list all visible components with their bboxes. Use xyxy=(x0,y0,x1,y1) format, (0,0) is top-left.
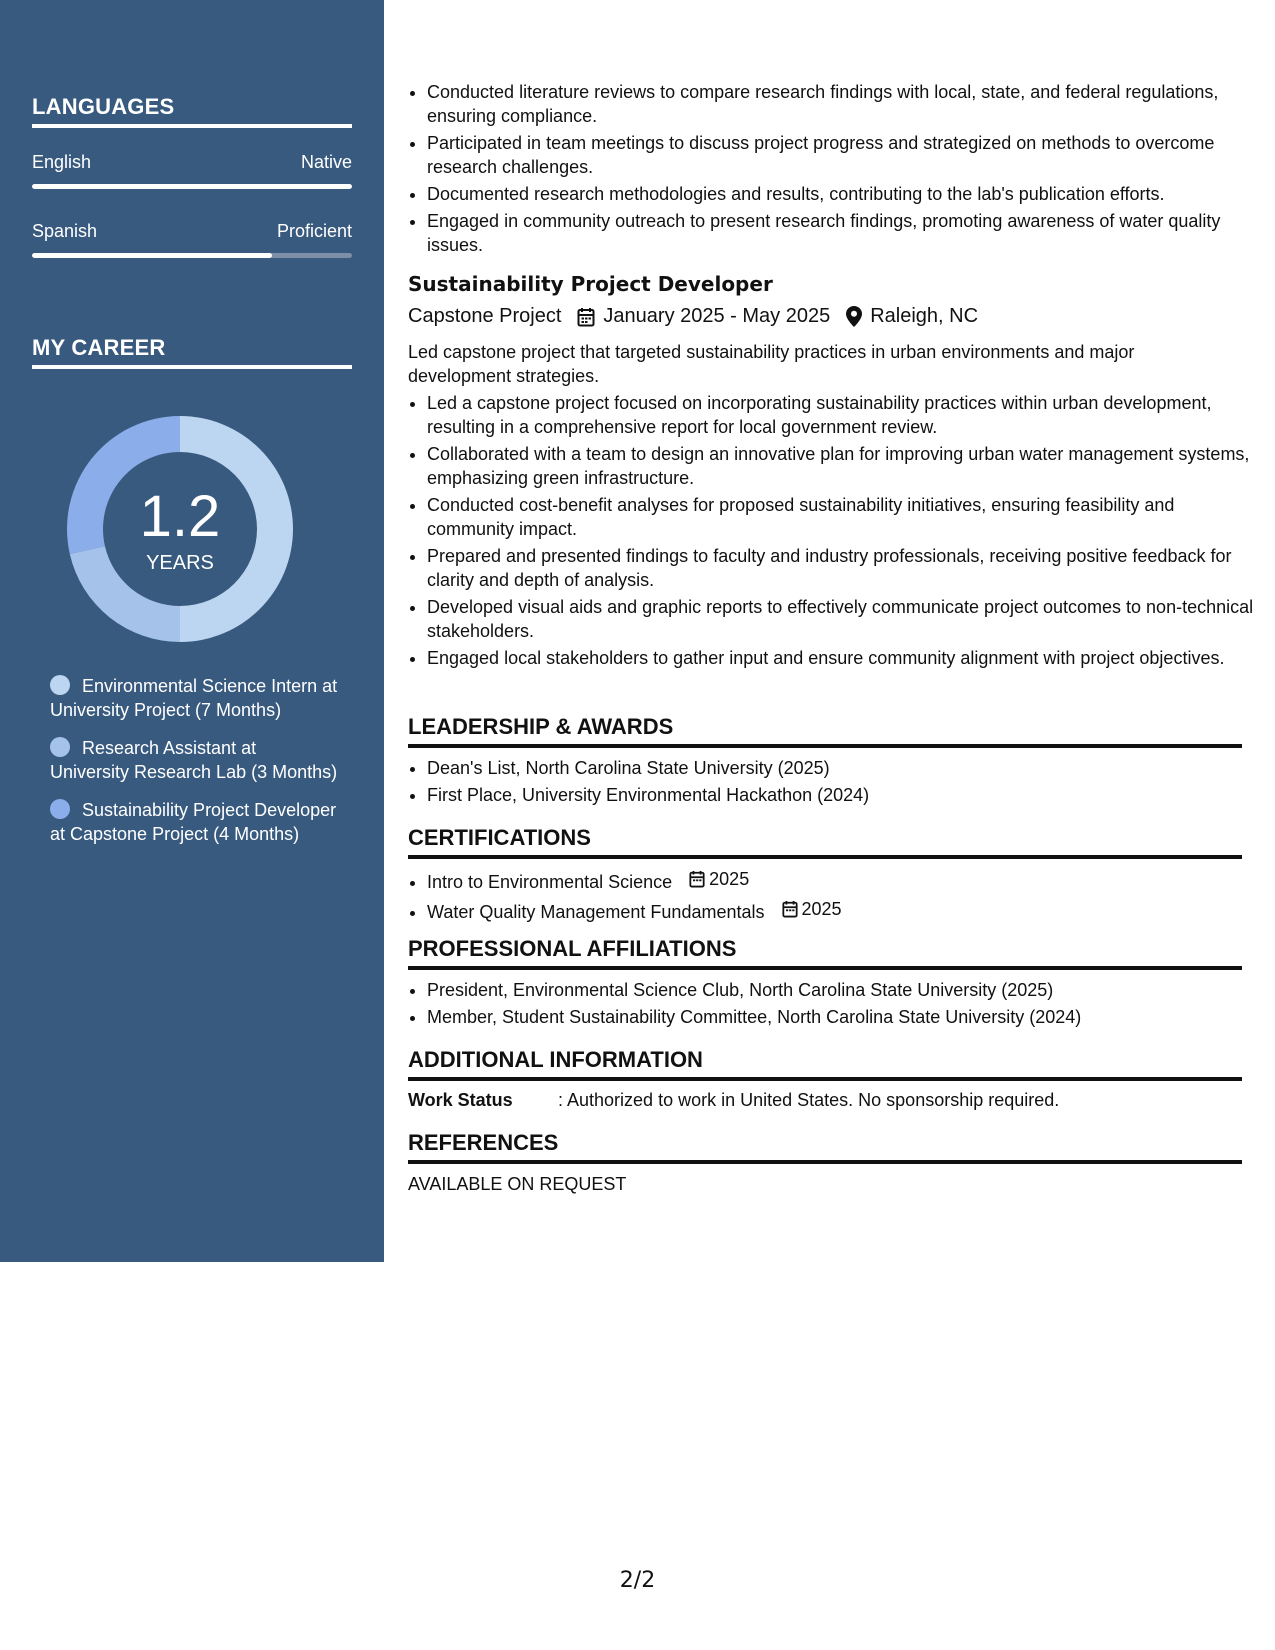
job-meta xyxy=(408,305,978,328)
career-legend-dot xyxy=(50,737,70,757)
work-status-value: : Authorized to work in United States. No sponsorship required. xyxy=(558,1090,1060,1110)
language-proficiency-fill xyxy=(32,184,352,189)
certification-year: 2025 xyxy=(801,899,842,919)
location-pin-icon xyxy=(846,306,862,327)
certifications-list xyxy=(408,867,1261,927)
certification-name: Intro to Environmental Science xyxy=(427,872,673,892)
list-item: • Led a capstone project focused on incorporating sustainability practices within urban development, resulting in a comprehensive report for local government review. xyxy=(427,391,1261,439)
career-item xyxy=(50,674,340,722)
career-item xyxy=(50,798,340,846)
language-row xyxy=(32,152,352,173)
calendar-icon xyxy=(577,307,595,327)
career-legend-dot xyxy=(50,799,70,819)
language-proficiency-fill xyxy=(32,253,272,258)
career-item xyxy=(50,736,340,784)
certification-name: Water Quality Management Fundamentals xyxy=(427,902,765,922)
list-item: • Member, Student Sustainability Committee, North Carolina State University (2024) xyxy=(427,1005,1261,1029)
job-location: Raleigh, NC xyxy=(870,305,979,327)
job-summary: Led capstone project that targeted sustainability practices in urban environments and major development strategies. xyxy=(408,342,1135,386)
list-item: • Engaged local stakeholders to gather input and ensure community alignment with project objectives. xyxy=(427,646,1261,670)
list-item: • Engaged in community outreach to present research findings, promoting awareness of water quality issues. xyxy=(427,209,1261,257)
career-donut-chart xyxy=(67,416,293,642)
list-item: • Prepared and presented findings to faculty and industry professionals, receiving positive feedback for clarity and depth of analysis. xyxy=(427,544,1261,592)
career-total-value: 1.2 xyxy=(139,483,221,549)
page-number: 2/2 xyxy=(619,1568,656,1593)
calendar-icon xyxy=(689,870,705,888)
work-status-row xyxy=(408,1090,1242,1111)
references-text: AVAILABLE ON REQUEST xyxy=(408,1174,627,1194)
career-item-text: Environmental Science Intern at University Project (7 Months) xyxy=(50,676,338,720)
career-list xyxy=(50,674,340,860)
references-heading: REFERENCES xyxy=(408,1130,1242,1164)
job-bullets xyxy=(408,391,1261,673)
work-status-label: Work Status xyxy=(408,1090,513,1110)
previous-job-bullets xyxy=(408,80,1261,260)
career-item-text: Research Assistant at University Research Lab (3 Months) xyxy=(50,738,338,782)
language-proficiency-bar xyxy=(32,184,352,189)
career-heading: MY CAREER xyxy=(32,335,352,369)
list-item: • Participated in team meetings to discuss project progress and strategized on methods to overcome research challenges. xyxy=(427,131,1261,179)
career-total-unit: YEARS xyxy=(146,551,214,574)
list-item: • Documented research methodologies and results, contributing to the lab's publication efforts. xyxy=(427,182,1261,206)
job-company: Capstone Project xyxy=(408,305,562,327)
language-name: English xyxy=(32,152,92,172)
language-row xyxy=(32,221,352,242)
affiliations-list xyxy=(408,978,1261,1032)
list-item xyxy=(427,897,1261,924)
career-item-text: Sustainability Project Developer at Capstone Project (4 Months) xyxy=(50,800,337,844)
certification-date xyxy=(689,867,749,891)
language-level: Native xyxy=(300,152,352,172)
list-item: • Conducted cost-benefit analyses for proposed sustainability initiatives, ensuring feasibility and community impact. xyxy=(427,493,1261,541)
certification-year: 2025 xyxy=(709,869,750,889)
language-proficiency-bar xyxy=(32,253,352,258)
leadership-heading: LEADERSHIP & AWARDS xyxy=(408,714,1242,748)
list-item: • Developed visual aids and graphic reports to effectively communicate project outcomes to non-technical stakeholders. xyxy=(427,595,1261,643)
calendar-icon xyxy=(782,900,798,918)
list-item: • Dean's List, North Carolina State University (2025) xyxy=(427,756,1261,780)
leadership-list xyxy=(408,756,1261,810)
language-level: Proficient xyxy=(276,221,352,241)
languages-heading: LANGUAGES xyxy=(32,94,352,128)
career-donut-center xyxy=(67,416,293,642)
certification-date xyxy=(782,897,842,921)
job-dates: January 2025 - May 2025 xyxy=(603,305,831,327)
list-item: • First Place, University Environmental Hackathon (2024) xyxy=(427,783,1261,807)
job-title: Sustainability Project Developer xyxy=(408,272,773,296)
list-item: • Conducted literature reviews to compare research findings with local, state, and federal regulations, ensuring compliance. xyxy=(427,80,1261,128)
affiliations-heading: PROFESSIONAL AFFILIATIONS xyxy=(408,936,1242,970)
sidebar xyxy=(0,0,384,1262)
language-name: Spanish xyxy=(32,221,98,241)
certifications-heading: CERTIFICATIONS xyxy=(408,825,1242,859)
career-legend-dot xyxy=(50,675,70,695)
list-item xyxy=(427,867,1261,894)
list-item: • President, Environmental Science Club, North Carolina State University (2025) xyxy=(427,978,1261,1002)
additional-info-heading: ADDITIONAL INFORMATION xyxy=(408,1047,1242,1081)
list-item: • Collaborated with a team to design an innovative plan for improving urban water management systems, emphasizing green infrastructure. xyxy=(427,442,1261,490)
